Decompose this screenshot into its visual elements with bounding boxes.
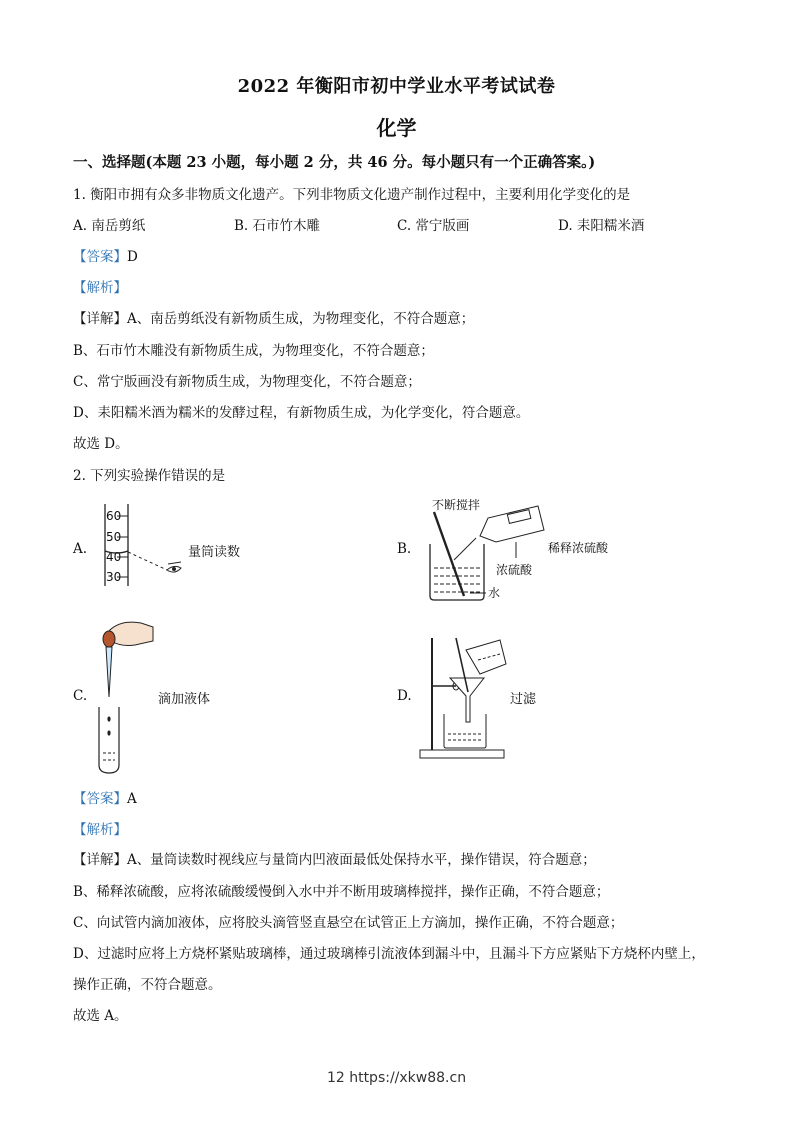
detail-text: A、南岳剪纸没有新物质生成，为物理变化，不符合题意； <box>127 311 475 327</box>
q1-detail-1 <box>73 307 474 327</box>
q2-option-b-caption: 稀释浓硫酸 <box>548 541 609 555</box>
answer-value: D <box>127 249 138 265</box>
q2-option-b-letter: B. <box>397 541 412 557</box>
label-concentrated-acid: 浓硫酸 <box>496 563 533 577</box>
q1-option-c: C. 常宁版画 <box>397 218 470 234</box>
q1-option-a: A. 南岳剪纸 <box>73 218 146 234</box>
q2-detail-5: 操作正确，不符合题意。 <box>73 977 222 993</box>
subject-title: 化学 <box>376 116 417 140</box>
q1-option-d: D. 耒阳糯米酒 <box>558 218 645 234</box>
tick-label-30: 30 <box>106 570 122 584</box>
q2-option-a-caption: 量筒读数 <box>188 545 241 560</box>
tick-label-40: 40 <box>106 550 122 564</box>
q1-detail-2: B、石市竹木雕没有新物质生成，为物理变化，不符合题意； <box>73 343 434 359</box>
q2-answer <box>73 787 137 807</box>
q2-option-a-letter: A. <box>73 541 88 557</box>
q1-detail-4: D、耒阳糯米酒为糯米的发酵过程，有新物质生成，为化学变化，符合题意。 <box>73 405 530 421</box>
q2-option-c-letter: C. <box>73 688 88 704</box>
tick-label-60: 60 <box>106 509 122 523</box>
detail-tag: 【详解】 <box>73 852 127 868</box>
q1-answer <box>73 245 138 265</box>
page-footer: 12 https://xkw88.cn <box>326 1070 467 1086</box>
q2-stem: 2. 下列实验操作错误的是 <box>73 468 226 484</box>
dilution-figure <box>420 496 625 606</box>
beaker-pouring-icon <box>466 640 506 674</box>
dropper-figure <box>95 615 165 775</box>
q1-detail-3: C、常宁版画没有新物质生成，为物理变化，不符合题意； <box>73 374 421 390</box>
detail-text: A、量筒读数时视线应与量筒内凹液面最低处保持水平，操作错误，符合题意； <box>127 852 596 868</box>
q1-option-b: B. 石市竹木雕 <box>234 218 321 234</box>
q2-conclusion: 故选 A。 <box>73 1008 128 1024</box>
q2-option-c-caption: 滴加液体 <box>158 692 211 707</box>
section-heading: 一、选择题(本题 23 小题，每小题 2 分，共 46 分。每小题只有一个正确答案。) <box>73 154 596 171</box>
q2-detail-2: B、稀释浓硫酸，应将浓硫酸缓慢倒入水中并不断用玻璃棒搅拌，操作正确，不符合题意； <box>73 884 610 900</box>
q2-option-d-letter: D. <box>397 688 412 704</box>
q2-detail-3: C、向试管内滴加液体，应将胶头滴管竖直悬空在试管正上方滴加，操作正确，不符合题意； <box>73 915 624 931</box>
answer-tag: 【答案】 <box>73 791 127 807</box>
eye-icon <box>167 562 181 572</box>
q2-detail-4: D、过滤时应将上方烧杯紧贴玻璃棒，通过玻璃棒引流液体到漏斗中，且漏斗下方应紧贴下方烧杯内壁上， <box>73 946 705 962</box>
analysis-tag: 【解析】 <box>73 280 127 296</box>
answer-value: A <box>127 791 137 807</box>
filtration-figure <box>420 634 515 760</box>
tick-label-50: 50 <box>106 530 122 544</box>
q2-option-d-caption: 过滤 <box>510 692 537 707</box>
reagent-bottle-icon <box>480 506 544 542</box>
q2-analysis <box>73 818 127 838</box>
detail-tag: 【详解】 <box>73 311 127 327</box>
q1-stem: 1. 衡阳市拥有众多非物质文化遗产。下列非物质文化遗产制作过程中，主要利用化学变化的是 <box>73 187 631 203</box>
q2-detail-1 <box>73 848 596 868</box>
analysis-tag: 【解析】 <box>73 822 127 838</box>
label-stirring: 不断搅拌 <box>432 498 481 512</box>
exam-title: 2022 年衡阳市初中学业水平考试试卷 <box>237 76 556 97</box>
q1-analysis <box>73 276 127 296</box>
q1-conclusion: 故选 D。 <box>73 436 129 452</box>
label-water: 水 <box>488 586 501 600</box>
answer-tag: 【答案】 <box>73 249 127 265</box>
